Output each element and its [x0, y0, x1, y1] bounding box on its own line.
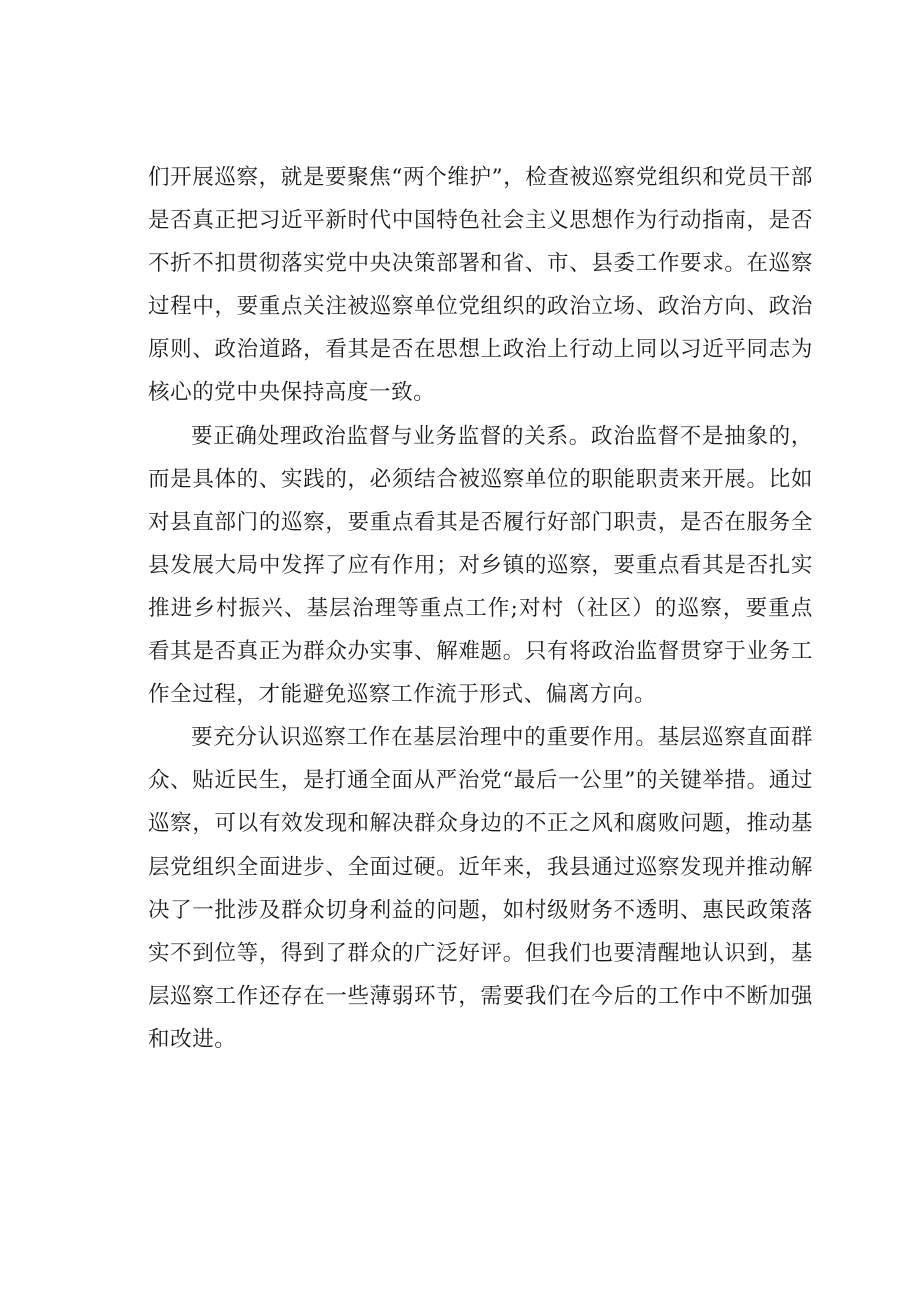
- document-body: [148, 156, 813, 1061]
- paragraph-1: 们开展巡察，就是要聚焦“两个维护”，检查被巡察党组织和党员干部是否真正把习近平新时代中国特色社会主义思想作为行动指南，是否不折不扣贯彻落实党中央决策部署和省、市、县委工作要求。在巡察过程中，要重点关注被巡察单位党组织的政治立场、政治方向、政治原则、政治道路，看其是否在思想上政治上行动上同以习近平同志为核心的党中央保持高度一致。: [148, 165, 813, 406]
- paragraph-3: 要充分认识巡察工作在基层治理中的重要作用。基层巡察直面群众、贴近民生，是打通全面从严治党“最后一公里”的关键举措。通过巡察，可以有效发现和解决群众身边的不正之风和腐败问题，推动基层党组织全面进步、全面过硬。近年来，我县通过巡察发现并推动解决了一批涉及群众切身利益的问题，如村级财务不透明、惠民政策落实不到位等，得到了群众的广泛好评。但我们也要清醒地认识到，基层巡察工作还存在一些薄弱环节，需要我们在今后的工作中不断加强和改进。: [148, 725, 813, 1052]
- paragraph-2: 要正确处理政治监督与业务监督的关系。政治监督不是抽象的，而是具体的、实践的，必须结合被巡察单位的职能职责来开展。比如对县直部门的巡察，要重点看其是否履行好部门职责，是否在服务全县发展大局中发挥了应有作用；对乡镇的巡察，要重点看其是否扎实推进乡村振兴、基层治理等重点工作;对村（社区）的巡察，要重点看其是否真正为群众办实事、解难题。只有将政治监督贯穿于业务工作全过程，才能避免巡察工作流于形式、偏离方向。: [148, 423, 813, 708]
